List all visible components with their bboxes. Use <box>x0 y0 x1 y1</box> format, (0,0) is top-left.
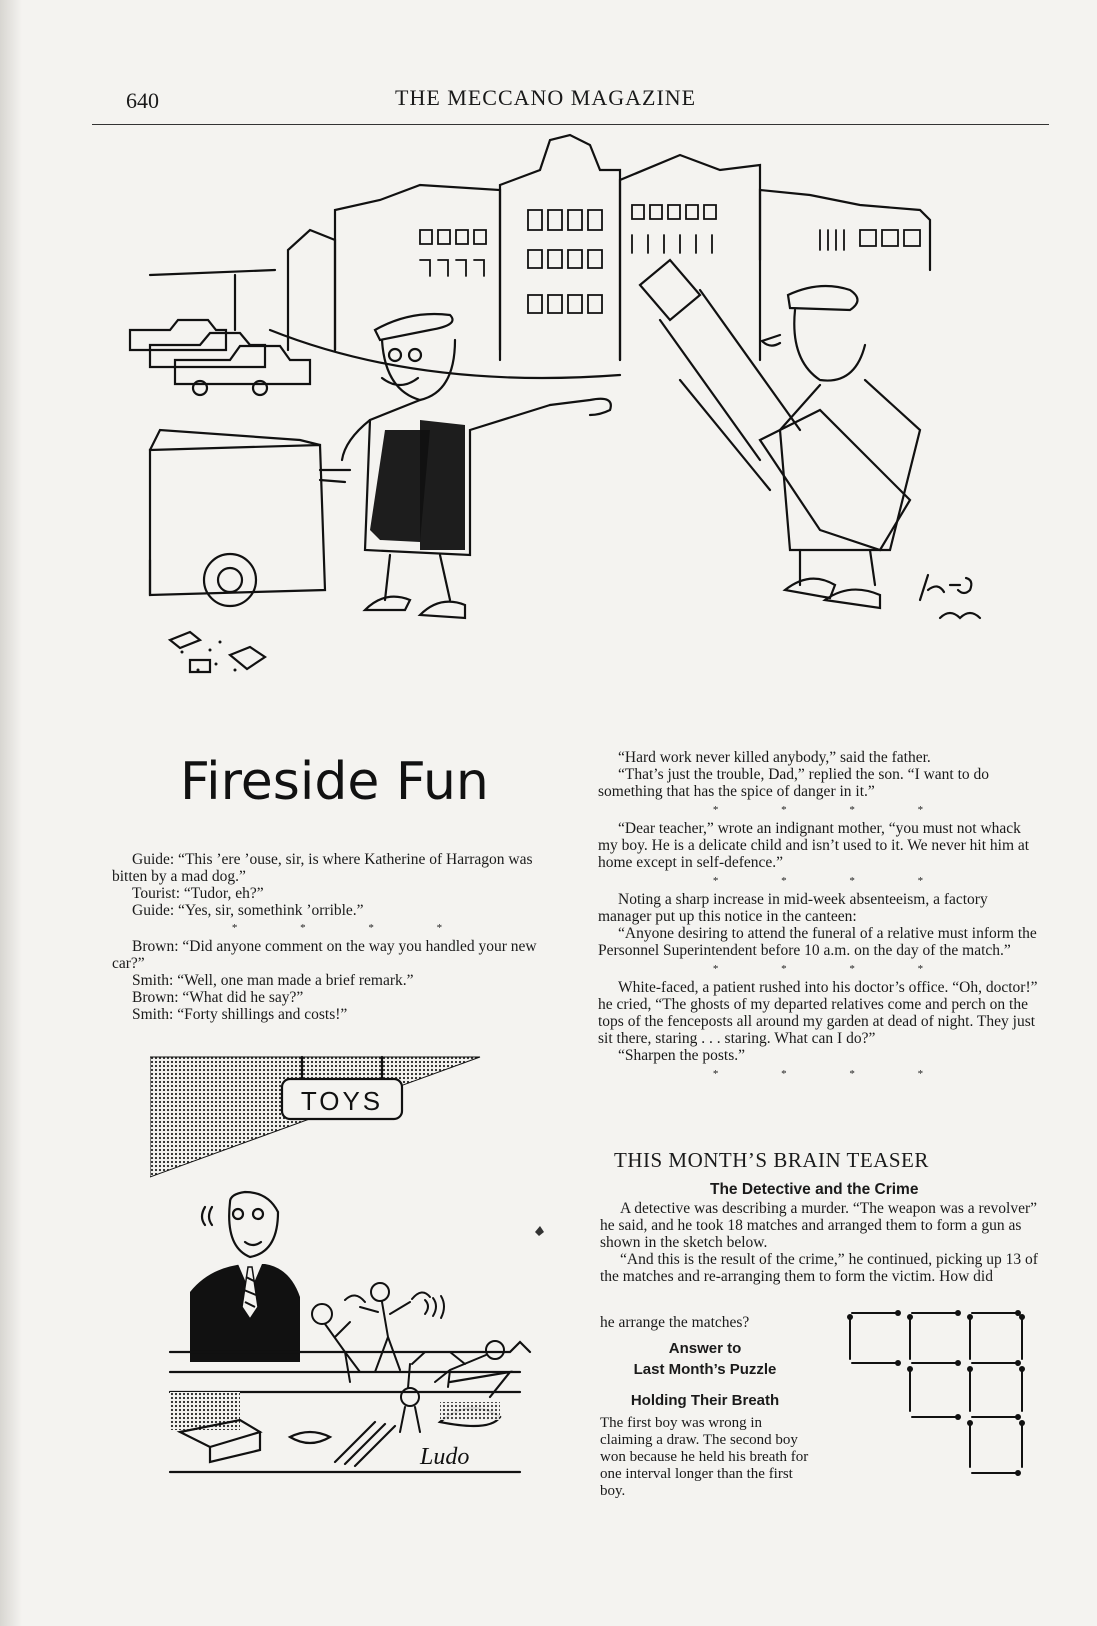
brain-teaser-text <box>600 1200 1048 1285</box>
joke-separator: * * * * <box>231 922 473 934</box>
joke-paragraph: Smith: “Forty shillings and costs!” <box>132 1006 348 1023</box>
joke-paragraph: “Sharpen the posts.” <box>618 1047 745 1064</box>
joke-separator: * * * * <box>712 875 954 887</box>
cartoon-toys-illustration <box>150 1052 550 1502</box>
toys-sign-label: TOYS <box>300 1086 384 1116</box>
answer-heading-line2: Last Month’s Puzzle <box>633 1361 777 1378</box>
joke-paragraph: “Dear teacher,” wrote an indignant mother, “you must not whack my boy. He is a delicate child and isn’t used to it. We never hit him at home except in self-defence.” <box>598 820 1030 871</box>
joke-paragraph: Noting a sharp increase in mid-week absenteeism, a factory manager put up this notice in the canteen: <box>598 891 988 925</box>
cartoon-toys-counter <box>150 1052 550 1502</box>
answer-subheading: Holding Their Breath <box>630 1392 780 1409</box>
joke-separator: * * * * <box>712 1068 954 1080</box>
page-header <box>92 80 1049 125</box>
cartoon-doorman-illustration <box>120 130 1000 710</box>
brain-teaser-para: “And this is the result of the crime,” he continued, picking up 13 of the matches and re-arranging them to form the victim. How did <box>600 1251 1038 1285</box>
scan-edge-shadow <box>0 0 22 1626</box>
answer-block <box>600 1340 810 1500</box>
matches-diagram-svg <box>840 1305 1050 1505</box>
joke-paragraph: Guide: “Yes, sir, somethink ’orrible.” <box>132 902 364 919</box>
brain-teaser-para-end: he arrange the matches? <box>600 1314 750 1331</box>
cartoon-doorman-sweep <box>120 130 1000 710</box>
joke-paragraph: Tourist: “Tudor, eh?” <box>132 885 264 902</box>
joke-paragraph: “That’s just the trouble, Dad,” replied the son. “I want to do something that has the spice of danger in it.” <box>598 766 990 800</box>
joke-paragraph: Brown: “What did he say?” <box>132 989 304 1006</box>
jokes-right-column <box>598 749 1038 1084</box>
brain-teaser-heading: THIS MONTH’S BRAIN TEASER <box>614 1148 929 1172</box>
joke-paragraph: Guide: “This ’ere ’ouse, sir, is where Katherine of Harragon was bitten by a mad dog.” <box>112 851 533 885</box>
answer-text: The first boy was wrong in claiming a draw. The second boy won because he held his breath for one interval longer than the first boy. <box>600 1415 809 1499</box>
joke-separator: * * * * <box>712 963 954 975</box>
joke-paragraph: “Anyone desiring to attend the funeral of a relative must inform the Personnel Superintendent before 10 a.m. on the day of the match.” <box>598 925 1037 959</box>
brain-teaser-para: A detective was describing a murder. “The weapon was a revolver” he said, and he took 18 matches and arranged them to form a gun as shown in the sketch below. <box>600 1200 1038 1251</box>
section-title: Fireside Fun <box>180 752 489 812</box>
joke-paragraph: Brown: “Did anyone comment on the way you handled your new car?” <box>112 938 537 972</box>
brain-teaser-end <box>600 1314 810 1331</box>
brain-teaser-subheading: The Detective and the Crime <box>710 1181 919 1198</box>
matches-gun-diagram <box>840 1305 1050 1505</box>
page-number: 640 <box>126 88 159 113</box>
joke-paragraph: Smith: “Well, one man made a brief remark.” <box>132 972 414 989</box>
joke-paragraph: “Hard work never killed anybody,” said the father. <box>618 749 931 766</box>
cartoon-signature: Ludo <box>420 1444 470 1470</box>
answer-heading-line1: Answer to <box>668 1340 742 1357</box>
joke-paragraph: White-faced, a patient rushed into his doctor’s office. “Oh, doctor!” he cried, “The ghosts of my departed relatives come and perch on the tops of the fenceposts all around my garden at dead of night. They just sit there, staring . . . staring. What can I do?” <box>598 979 1038 1047</box>
magazine-title: THE MECCANO MAGAZINE <box>395 85 697 110</box>
jokes-left-column <box>112 851 562 1023</box>
joke-separator: * * * * <box>712 804 954 816</box>
